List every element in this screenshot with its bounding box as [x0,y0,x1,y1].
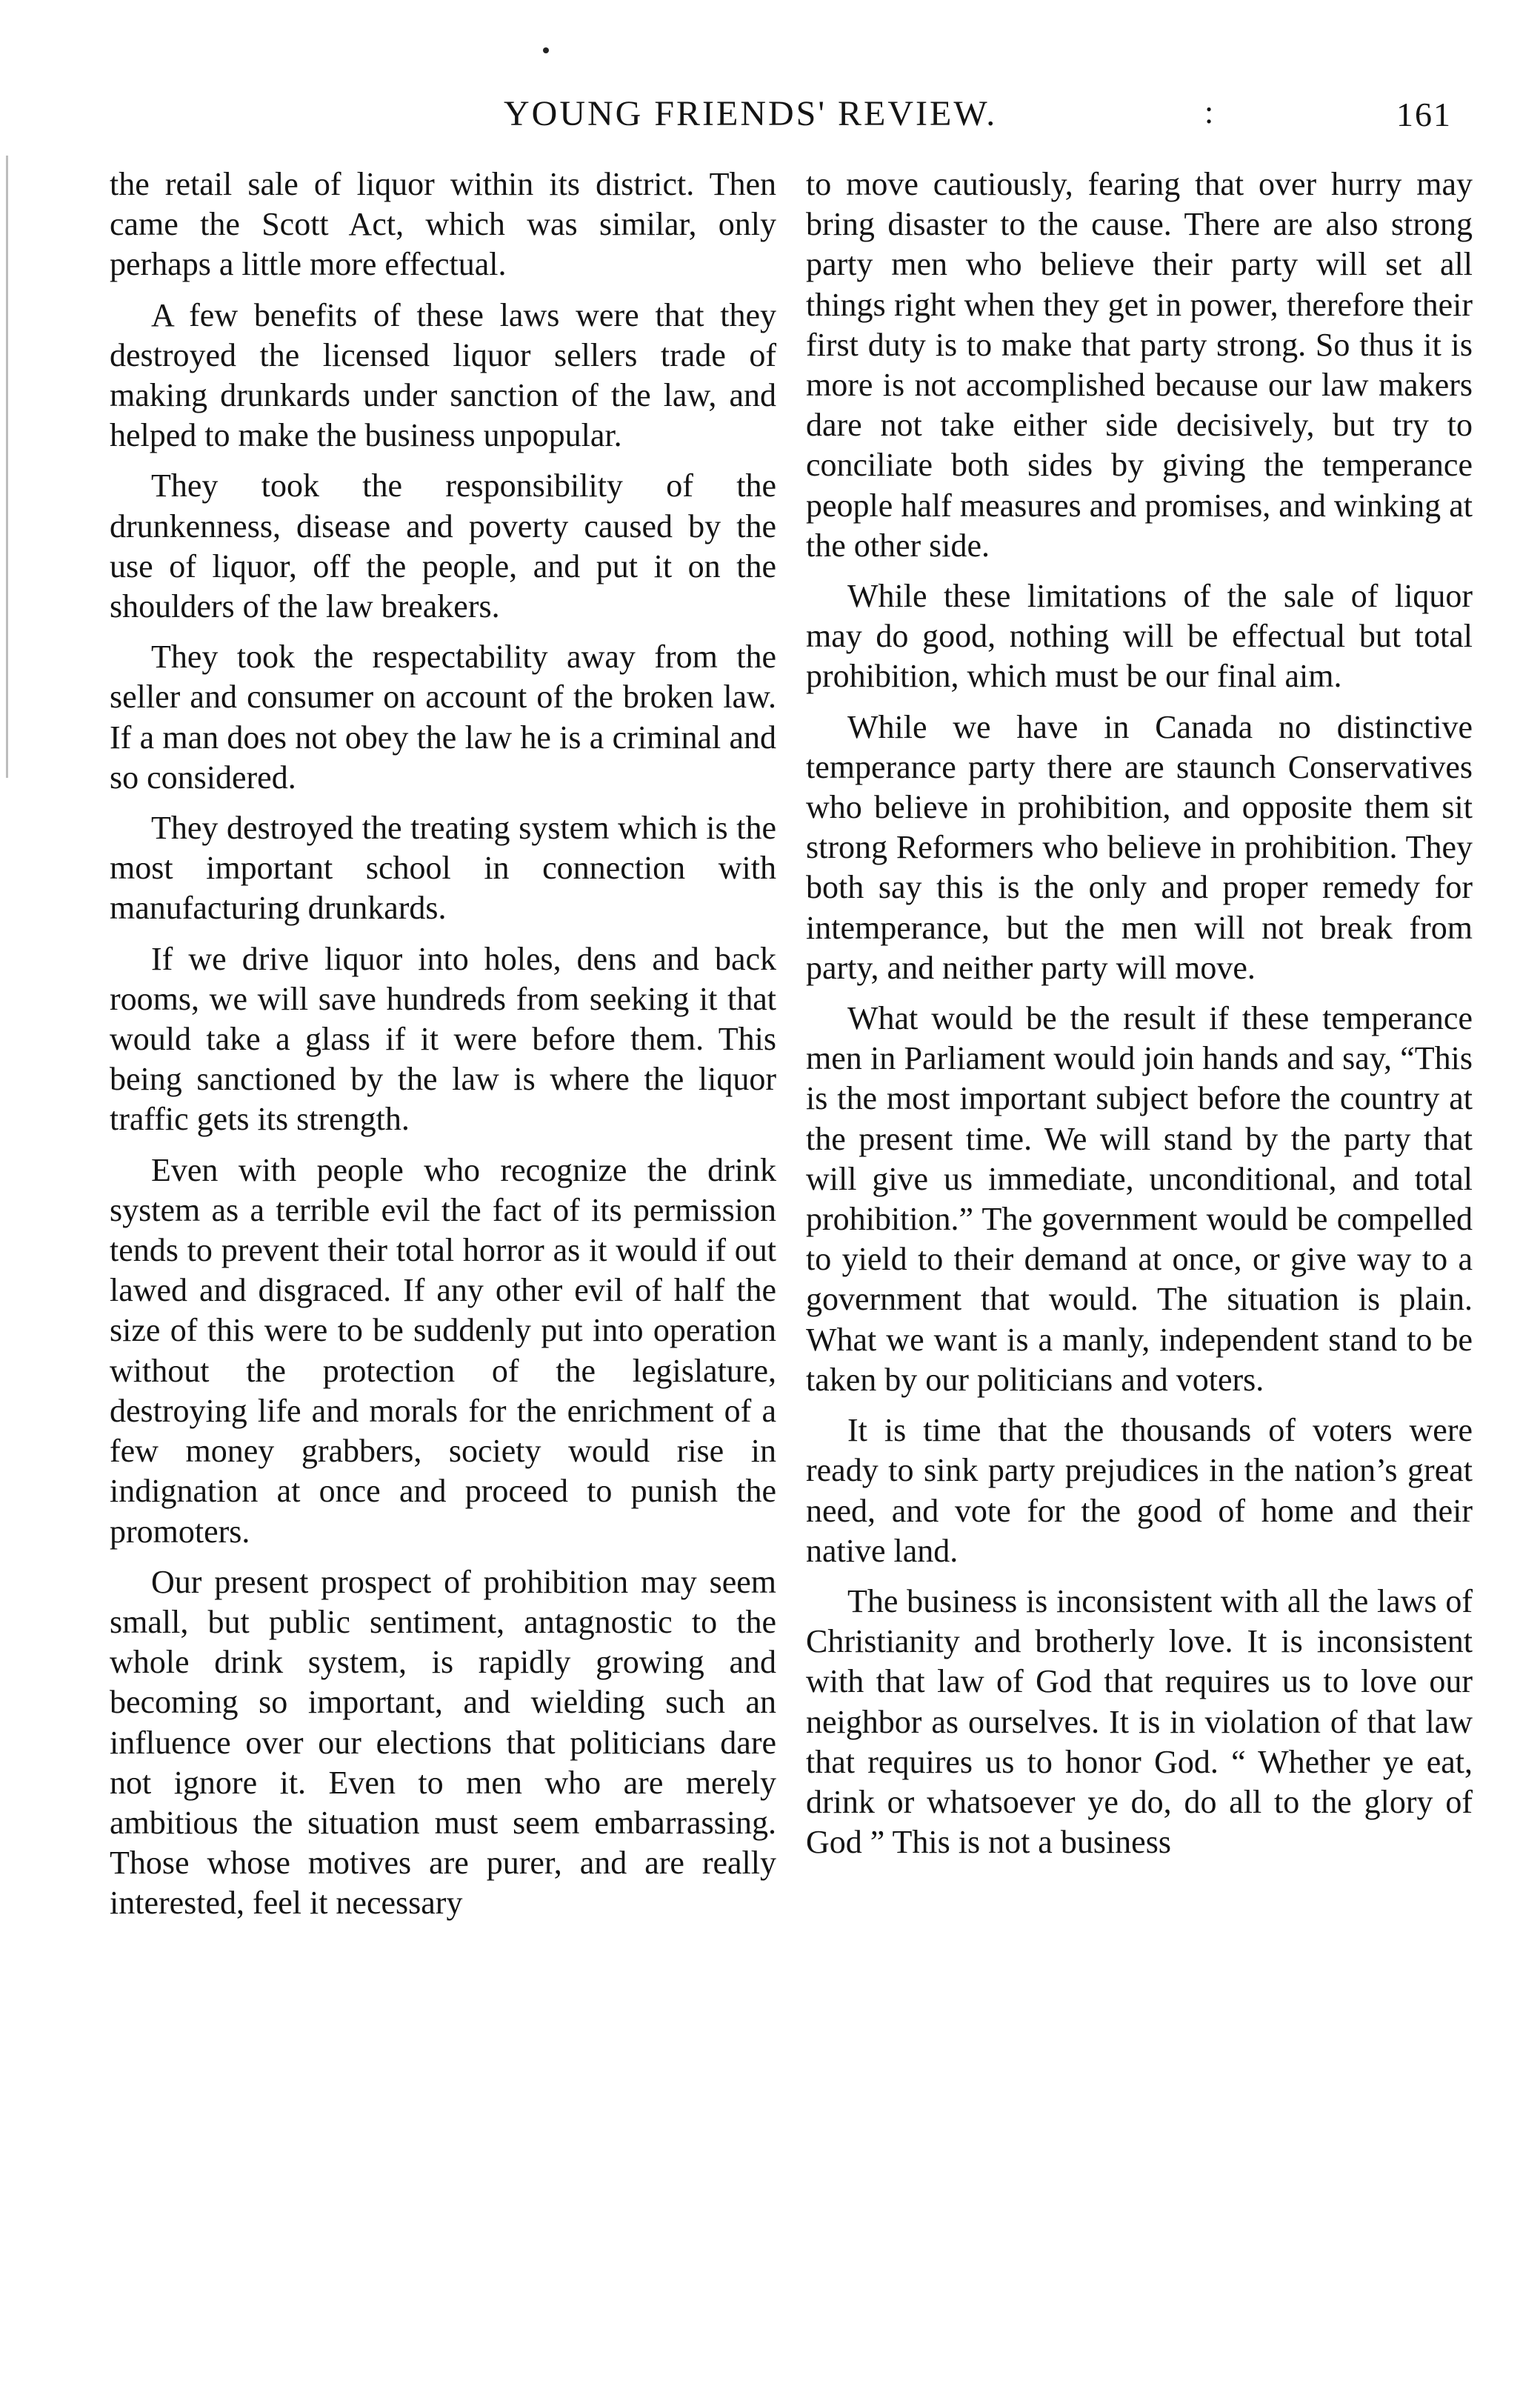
paragraph: What would be the result if these temperance men in Parliament would join hands and say, “This is the most important subject before the country at the present time. We will stand by the party that will give us immediate, unconditional, and total prohibition.” The government would be compelled to yield to their demand at once, or give way to a government that would. The situation is plain. What we want is a manly, independent stand to be taken by our politicians and voters. [806,1000,1473,1398]
paragraph: It is time that the thousands of voters were ready to sink party prejudices in the nation’s great need, and vote for the good of home and their native land. [806,1412,1473,1569]
paragraph: The business is inconsistent with all the laws of Christianity and brotherly love. It is inconsistent with that law of God that requires us to love our neighbor as ourselves. It is in violation of that law that requires us to honor God. “ Whether ye eat, drink or whatsoever ye do, do all to the glory of God ” This is not a business [806,1582,1473,1861]
paragraph: While we have in Canada no distinctive temperance party there are staunch Conservatives who believe in prohibition, and opposite them sit strong Reformers who believe in prohibition. They both say this is the only and proper remedy for intemperance, but the men will not break from party, and neither party will move. [806,708,1473,986]
paragraph: the retail sale of liquor within its district. Then came the Scott Act, which was similar, only perhaps a little more effectual. [110,166,776,283]
right-column [806,164,1473,1873]
paragraph: Even with people who recognize the drink system as a terrible evil the fact of its permission tends to prevent their total horror as it would if out lawed and disgraced. If any other evil of half the size of this were to be suddenly put into operation without the protection of the legislature, destroying life and morals for the enrichment of a few money grabbers, society would rise in indignation at once and proceed to punish the promoters. [110,1151,776,1550]
page-number: 161 [1396,96,1452,133]
paragraph: A few benefits of these laws were that they destroyed the licensed liquor sellers trade of making drunkards under sanction of the law, and helped to make the business unpopular. [110,296,776,454]
paragraph: Our present prospect of prohibition may seem small, but public sentiment, antagnostic to the whole drink system, is rapidly growing and becoming so important, and wielding such an influence over our elections that politicians dare not ignore it. Even to men who are merely ambitious the situation must seem embarrassing. Those whose motives are purer, and are really interested, feel it necessary [110,1563,776,1922]
running-title: YOUNG FRIENDS' REVIEW. [504,94,998,133]
paragraph: They took the responsibility of the drunkenness, disease and poverty caused by the use of liquor, off the people, and put it on the shoulders of the law breakers. [110,467,776,625]
paragraph: to move cautiously, fearing that over hurry may bring disaster to the cause. There are also strong party men who believe their party will set all things right when they get in power, therefore their first duty is to make that party strong. So thus it is more is not accomplished because our law makers dare not take either side decisively, but try to conciliate both sides by giving the temperance people half measures and promises, and winking at the other side. [806,166,1473,564]
header-mark: : [1204,94,1214,130]
ink-speck [543,47,549,53]
paragraph: While these limitations of the sale of liquor may do good, nothing will be effectual but total prohibition, which must be our final aim. [806,578,1473,695]
paragraph: They destroyed the treating system which is the most important school in connection with manufacturing drunkards. [110,810,776,927]
page-header [104,93,1474,145]
paragraph: They took the respectability away from the seller and consumer on account of the broken law. If a man does not obey the law he is a criminal and so considered. [110,639,776,796]
paragraph: If we drive liquor into holes, dens and back rooms, we will save hundreds from seeking it that would take a glass if it were before them. This being sanctioned by the law is where the liquor traffic gets its strength. [110,940,776,1138]
binding-edge [6,156,8,778]
left-column [110,164,776,1934]
